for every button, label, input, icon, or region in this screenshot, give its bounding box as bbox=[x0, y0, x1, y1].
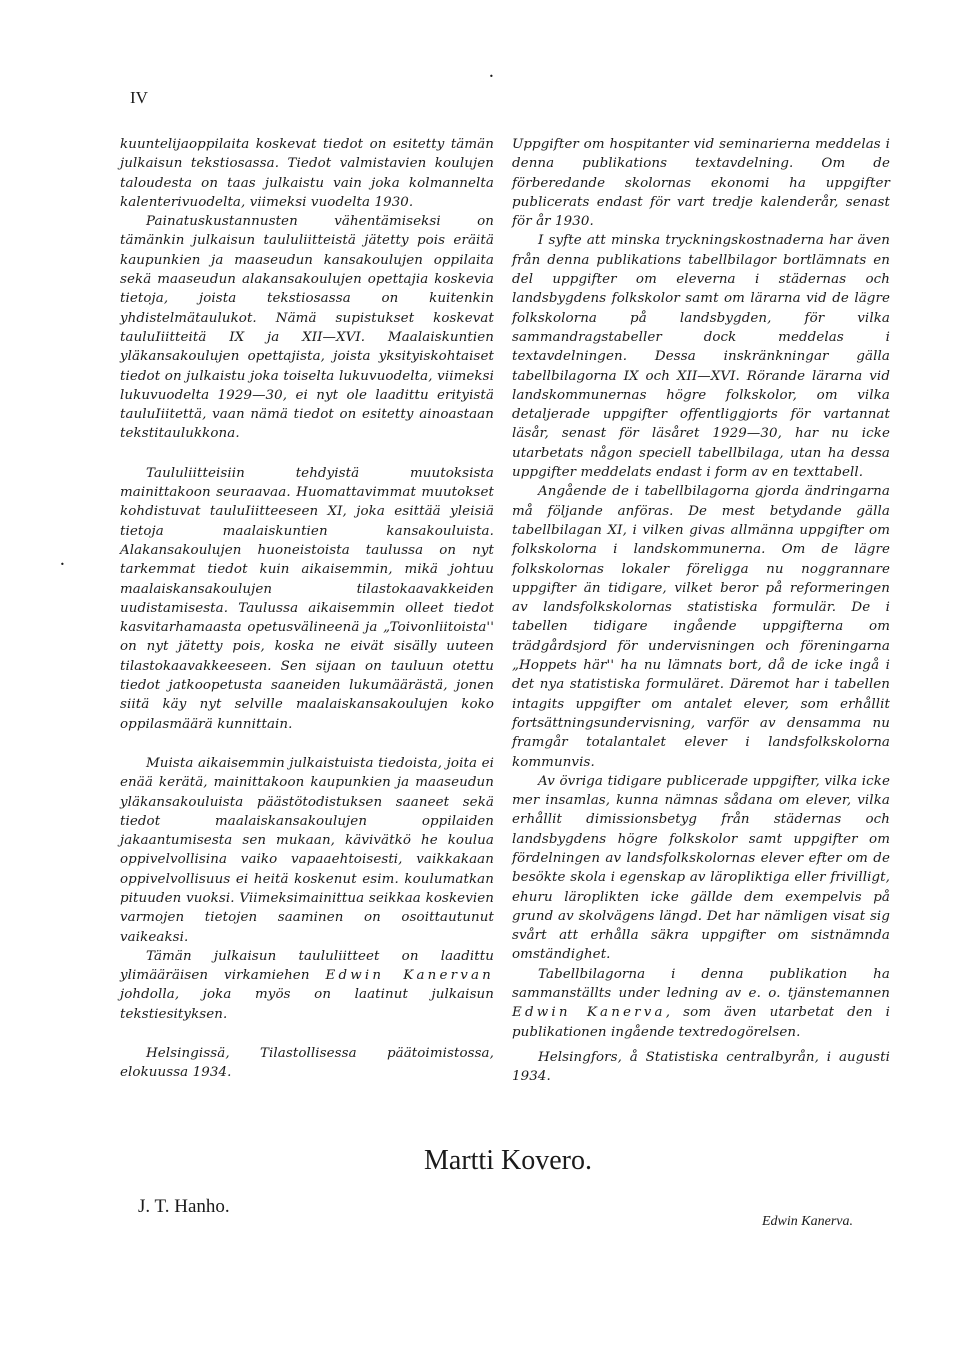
paragraph: Av övriga tidigare publicerade uppgifter, vilka icke mer insamlas, kunna nämnas sådana om elever, vilka erhållit dimissionsbetyg från städernas och landsbygdens högre folkskolor samt uppgifter om fördelningen av landsfolkskolornas elever efter om de besökte skola i egenskap av läropliktiga eller frivilligt, ehuru läroplikten icke gällde dem exempelvis på grund av skolvägens längd. Det har nämligen visat sig svårt att erhålla säkra uppgifter om sistnämnda omständighet. bbox=[512, 773, 890, 963]
paragraph: Painatuskustannusten vähentämiseksi on tämänkin julkaisun taululiitteistä jätetty pois eräitä kaupunkien ja maaseudun kansakoulujen oppilaita sekä maaseudun alakansakoulujen opettajia koskevia tietoja, joista tekstiosassa on kuitenkin yhdistelmätaulukot. Nämä supistukset koskevat tauluIiitteitä IX ja XII—XVI. Maalaiskuntien yläkansakoulujen opettajista, joista yksityiskohtaiset tiedot on julkaistu joka toiselta lukuvuodelta, viimeksi lukuvuodelta 1929—30, ei nyt ole laadittu erityistä tauluIiitettä, vaan nämä tiedot on esitetty ainoastaan tekstitaulukkona. bbox=[120, 214, 494, 442]
paragraph: Angående de i tabellbilagorna gjorda ändringarna må följande anföras. De mest betydande gälla tabellbilagan XI, i vilken givas allmänna uppgifter om folkskolorna i landskommunerna. Om de lägre folkskolornas lokaler föreligga nu noggrannare uppgifter än tidigare, vilket beror på reformeringen av landsfolkskolornas statistiska formulär. De i tabellen tidigare ingående uppgifterna om trädgårdsjord för undervisningen och föreningarna „Hoppets här'' ha nu lämnats bort, då de icke ingå i det nya statistiska formuläret. Däremot har i tabellen intagits uppgifter om antalet elever, som erhållit fortsättningsundervisning, varför av densamma nu framgår totalantalet elever i landsfolkskolorna kommunvis. bbox=[512, 484, 890, 770]
editor-name: Edwin Kanerva bbox=[512, 1005, 666, 1021]
place-date: Helsingfors, å Statistiska centralbyrån, i augusti 1934. bbox=[512, 1049, 890, 1085]
signature-hanho: J. T. Hanho. bbox=[138, 1196, 230, 1217]
finnish-column bbox=[120, 135, 494, 1083]
paragraph: Uppgifter om hospitanter vid seminarierna meddelas i denna publikations textavdelning. Om de förberedande skolornas ekonomi ha uppgifter publicerats endast för vart tredje kalenderår, senast för år 1930. bbox=[512, 137, 890, 230]
paragraph: kuuntelijaoppilaita koskevat tiedot on esitetty tämän julkaisun tekstiosassa. Tiedot valmistavien koulujen taloudesta on taas julkaistu vain joka kolmannelta kalenterivuodelta, viimeksi vuodelta 1930. bbox=[120, 137, 494, 210]
paragraph: Taululiitteisiin tehdyistä muutoksista mainittakoon seuraavaa. Huomattavimmat muutokset kohdistuvat tauluIiitteeseen XI, joka esittää yleisiä tietoja maalaiskuntien kansakouluista. Alakansakoulujen huoneistoista taulussa on nyt tarkemmat tiedot kuin aikaisemmin, mikä johtuu maalaiskansakoulujen tilastokaavakkeiden uudistamisesta. Taulussa aikaisemmin olleet tiedot kasvitarhamaasta opetusvälineenä ja „Toivonliitoista'' on nyt jätetty pois, koska ne eivät sisälly uuteen tilastokaavakkeeseen. Sen sijaan on tauluun otettu tiedot jatkoopetusta saaneiden lukumäärästä, jonen siitä käy nyt selville maalaiskansakoulujen koko oppilasmäärä kunnittain. bbox=[120, 465, 494, 732]
signature-kanerva: Edwin Kanerva. bbox=[762, 1214, 853, 1229]
paragraph: Tabellbilagorna i denna publikation ha sammanställts under ledning av e. o. tjänstemannen Edwin Kanerva, som även utarbetat den i publikationen ingående textredogörelsen. bbox=[512, 966, 890, 1040]
paragraph: Tämän julkaisun taululiitteet on laadittu ylimääräisen virkamiehen Edwin Kanervan johdolla, joka myös on laatinut julkaisun tekstiesityksen. bbox=[120, 948, 494, 1022]
signature-kovero: Martti Kovero. bbox=[424, 1145, 592, 1176]
print-dot: • bbox=[489, 72, 494, 81]
swedish-column bbox=[512, 135, 890, 1087]
editor-name: Edwin Kanervan bbox=[325, 968, 494, 984]
page-number: IV bbox=[130, 88, 148, 107]
print-dot: • bbox=[60, 560, 65, 569]
place-date: Helsingissä, Tilastollisessa päätoimistossa, elokuussa 1934. bbox=[120, 1046, 494, 1081]
paragraph: I syfte att minska tryckningskostnaderna har även från denna publikations tabellbilagor bortlämnats en del uppgifter om eleverna i städernas och landsbygdens folkskolor samt om lärarna vid de lägre folkskolorna på landsbygden, för vilka sammandragstabeller dock meddelas i textavdelningen. Dessa inskränkningar gälla tabellbilagorna IX och XII—XVI. Rörande lärarna vid landskommunernas högre folkskolor, om vilka detaljerade uppgifter offentliggjorts för vartannat läsår, senast för läsåret 1929—30, har nu icke utarbetats någon speciell tabellbilaga, utan ha dessa uppgifter meddelats endast i form av en texttabell. bbox=[512, 233, 890, 481]
paragraph: Muista aikaisemmin julkaistuista tiedoista, joita ei enää kerätä, mainittakoon kaupunkien ja maaseudun yläkansakouluista päästötodistuksen saaneet sekä tiedot maalaiskansakoulujen oppilaiden jakaantumisesta sen mukaan, kävivätkö he koulua oppivelvollisina vaiko vapaaehtoisesti, vaikkakaan oppivelvollisuus ei heitä koskenut esim. koulumatkan pituuden vuoksi. Viimeksimainittua seikkaa koskevien varmojen tietojen saaminen on osoittautunut vaikeaksi. bbox=[120, 755, 494, 945]
